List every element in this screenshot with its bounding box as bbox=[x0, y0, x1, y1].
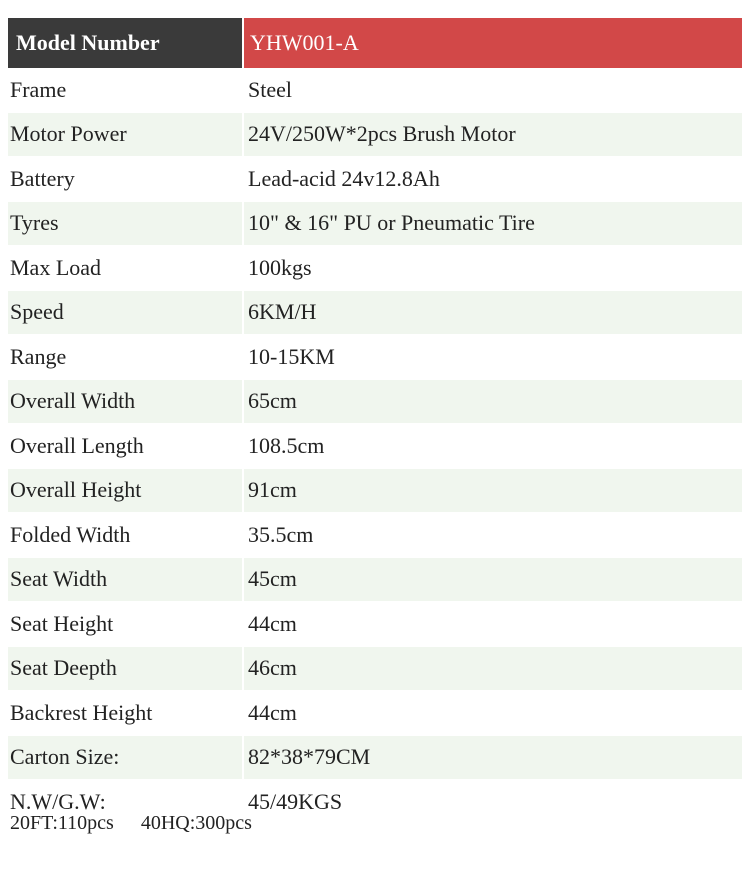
row-value: 108.5cm bbox=[248, 432, 325, 458]
row-value: 91cm bbox=[248, 477, 297, 503]
table-row bbox=[8, 424, 742, 469]
header-label: Model Number bbox=[8, 18, 244, 68]
row-value: 35.5cm bbox=[248, 521, 314, 547]
row-value: Steel bbox=[248, 76, 292, 102]
table-row bbox=[8, 513, 742, 558]
row-value: 44cm bbox=[248, 610, 297, 636]
row-value: 24V/250W*2pcs Brush Motor bbox=[248, 121, 516, 147]
row-label: Speed bbox=[8, 291, 244, 335]
row-label: Carton Size: bbox=[8, 736, 244, 780]
table-row bbox=[8, 380, 742, 425]
row-label: Seat Height bbox=[8, 602, 244, 646]
row-label: Motor Power bbox=[8, 113, 244, 157]
row-label: Range bbox=[8, 335, 244, 379]
row-label: Tyres bbox=[8, 202, 244, 246]
capacity-40hq: 40HQ:300pcs bbox=[140, 812, 252, 834]
row-value: 44cm bbox=[248, 699, 297, 725]
row-label: Backrest Height bbox=[8, 691, 244, 735]
table-row bbox=[8, 558, 742, 603]
row-value: 6KM/H bbox=[248, 299, 317, 325]
table-row bbox=[8, 691, 742, 736]
spec-table bbox=[8, 18, 742, 825]
row-label: Overall Height bbox=[8, 469, 244, 513]
row-value: 82*38*79CM bbox=[248, 744, 371, 770]
table-row bbox=[8, 291, 742, 336]
table-row bbox=[8, 246, 742, 291]
row-label: Seat Width bbox=[8, 558, 244, 602]
row-label: Seat Deepth bbox=[8, 647, 244, 691]
row-label: Max Load bbox=[8, 246, 244, 290]
table-row bbox=[8, 157, 742, 202]
row-value: 65cm bbox=[248, 388, 297, 414]
table-row bbox=[8, 602, 742, 647]
table-row bbox=[8, 68, 742, 113]
row-label: Overall Width bbox=[8, 380, 244, 424]
row-value: 45cm bbox=[248, 566, 297, 592]
capacity-20ft: 20FT:110pcs bbox=[10, 812, 114, 834]
table-row bbox=[8, 202, 742, 247]
row-value: 100kgs bbox=[248, 254, 312, 280]
table-row bbox=[8, 113, 742, 158]
table-row bbox=[8, 469, 742, 514]
row-value: 45/49KGS bbox=[248, 788, 343, 814]
table-header bbox=[8, 18, 742, 68]
row-value: 10" & 16" PU or Pneumatic Tire bbox=[248, 210, 535, 236]
table-row bbox=[8, 335, 742, 380]
table-row bbox=[8, 647, 742, 692]
table-row bbox=[8, 736, 742, 781]
row-label: Battery bbox=[8, 157, 244, 201]
row-label: Frame bbox=[8, 68, 244, 112]
header-value: YHW001-A bbox=[244, 18, 742, 68]
row-value: 10-15KM bbox=[248, 343, 335, 369]
row-label: Folded Width bbox=[8, 513, 244, 557]
row-value: Lead-acid 24v12.8Ah bbox=[248, 165, 440, 191]
row-value: 46cm bbox=[248, 655, 297, 681]
row-label: N.W/G.W: bbox=[8, 780, 244, 824]
container-capacity bbox=[10, 812, 274, 835]
row-label: Overall Length bbox=[8, 424, 244, 468]
